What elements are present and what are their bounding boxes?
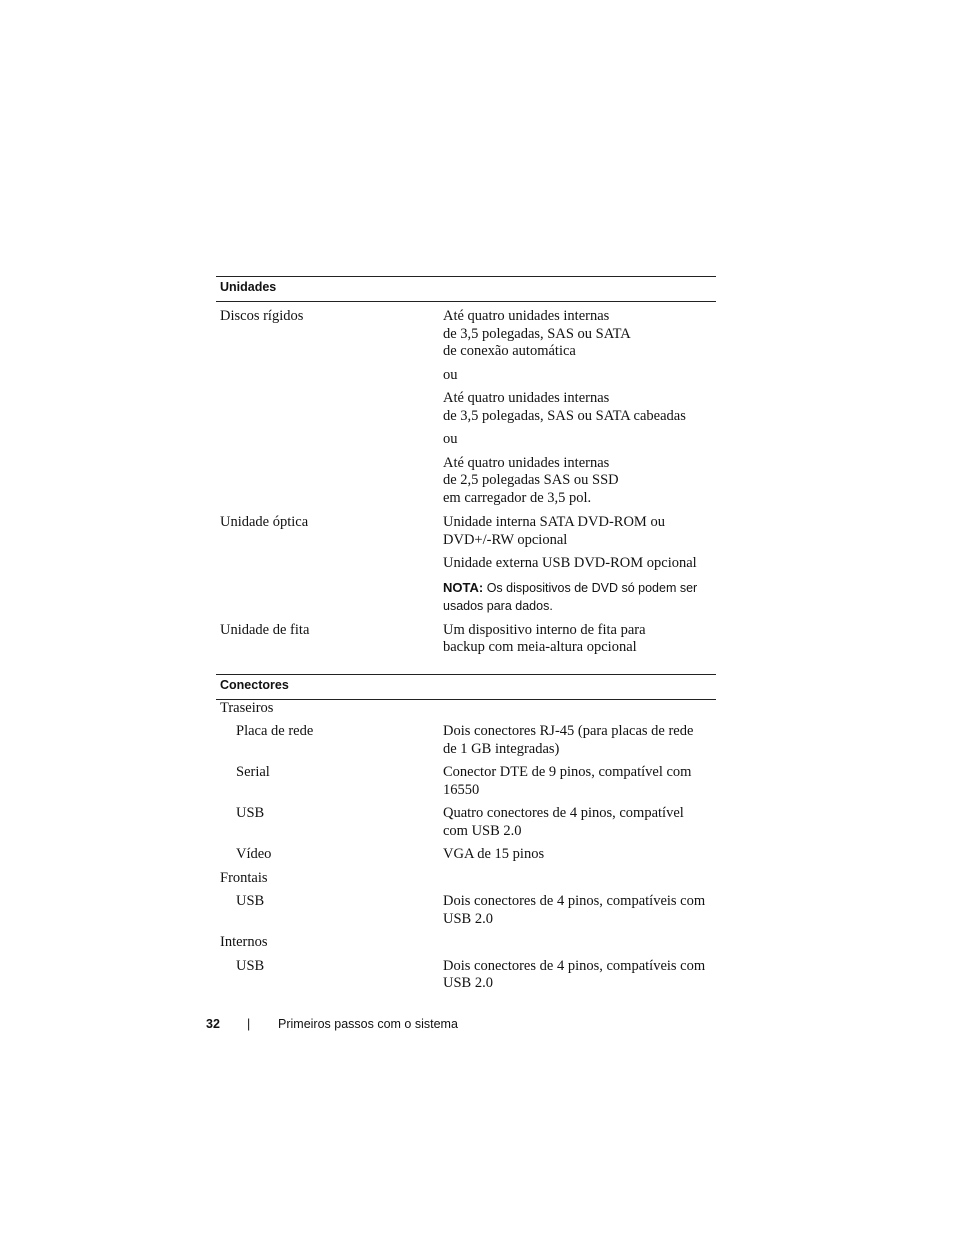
optica-interna — [443, 514, 713, 549]
value-discos-rigidos — [443, 308, 713, 507]
text-line: Unidade externa USB DVD-ROM opcional — [443, 555, 697, 571]
text-line: em carregador de 3,5 pol. — [443, 489, 592, 506]
value-serial — [443, 764, 713, 799]
text-line: de 3,5 polegadas, SAS ou SATA — [443, 325, 631, 342]
text-line: ou — [443, 431, 458, 447]
text-line: VGA de 15 pinos — [443, 846, 545, 862]
optica-externa — [443, 555, 713, 573]
text-line: Dois conectores de 4 pinos, compatíveis com — [443, 957, 706, 974]
footer-title: Primeiros passos com o sistema — [278, 1017, 458, 1031]
discos-option-3 — [443, 455, 713, 508]
label-usb-traseiro: USB — [236, 805, 265, 821]
group-internos: Internos — [220, 934, 268, 950]
note-dvd — [443, 579, 713, 615]
row-video — [216, 846, 716, 864]
text-line: com USB 2.0 — [443, 822, 522, 839]
note-label: NOTA: — [443, 579, 484, 595]
note-text-2: usados para dados. — [443, 598, 553, 613]
group-frontais: Frontais — [220, 869, 268, 886]
text-line: de conexão automática — [443, 343, 576, 359]
text-line: Um dispositivo interno de fita para — [443, 621, 646, 638]
row-unidade-optica — [216, 514, 716, 615]
spec-content — [216, 276, 716, 993]
text-line: de 1 GB integradas) — [443, 740, 560, 757]
text-line: DVD+/-RW opcional — [443, 531, 568, 548]
text-line: de 2,5 polegadas SAS ou SSD — [443, 472, 619, 488]
text-line: Dois conectores de 4 pinos, compatíveis com — [443, 893, 706, 909]
label-placa-de-rede: Placa de rede — [236, 723, 314, 739]
row-discos-rigidos — [216, 308, 716, 507]
label-unidade-fita: Unidade de fita — [220, 621, 310, 638]
label-unidade-optica: Unidade óptica — [220, 514, 309, 530]
label-usb-interno: USB — [236, 957, 265, 974]
value-video — [443, 846, 713, 864]
row-usb-frontal — [216, 893, 716, 928]
group-traseiros: Traseiros — [220, 699, 274, 716]
row-unidade-fita — [216, 622, 716, 657]
text-line: backup com meia-altura opcional — [443, 639, 637, 655]
discos-option-1 — [443, 308, 713, 361]
value-placa-de-rede — [443, 723, 713, 758]
discos-option-2 — [443, 390, 713, 425]
text-line: Até quatro unidades internas — [443, 390, 610, 406]
row-usb-traseiro — [216, 805, 716, 840]
text-line: USB 2.0 — [443, 975, 493, 991]
text-line: Quatro conectores de 4 pinos, compatível — [443, 805, 684, 821]
value-unidade-fita — [443, 622, 713, 657]
section-gap — [216, 657, 716, 674]
discos-or-2 — [443, 431, 713, 449]
text-line: ou — [443, 366, 458, 383]
row-usb-interno — [216, 958, 716, 993]
row-serial — [216, 764, 716, 799]
value-usb-interno — [443, 958, 713, 993]
label-serial: Serial — [236, 764, 270, 780]
section-header-conectores: Conectores — [216, 674, 716, 700]
label-video: Vídeo — [236, 846, 272, 862]
text-line: 16550 — [443, 781, 480, 798]
text-line: Até quatro unidades internas — [443, 308, 610, 324]
text-line: Dois conectores RJ-45 (para placas de rede — [443, 723, 694, 739]
label-usb-frontal: USB — [236, 893, 265, 909]
text-line: USB 2.0 — [443, 910, 493, 927]
text-line: Unidade interna SATA DVD-ROM ou — [443, 514, 665, 530]
text-line: Conector DTE de 9 pinos, compatível com — [443, 764, 692, 780]
discos-or-1 — [443, 367, 713, 385]
value-usb-frontal — [443, 893, 713, 928]
note-line-1 — [443, 579, 713, 597]
value-unidade-optica — [443, 514, 713, 615]
row-placa-de-rede — [216, 723, 716, 758]
page-number: 32 — [206, 1017, 220, 1031]
section-header-unidades: Unidades — [216, 276, 716, 302]
text-line: de 3,5 polegadas, SAS ou SATA cabeadas — [443, 407, 686, 424]
note-text-1: Os dispositivos de DVD só podem ser — [486, 580, 698, 595]
label-discos-rigidos: Discos rígidos — [220, 308, 304, 324]
footer-separator: | — [247, 1017, 251, 1031]
value-usb-traseiro — [443, 805, 713, 840]
text-line: Até quatro unidades internas — [443, 454, 610, 471]
